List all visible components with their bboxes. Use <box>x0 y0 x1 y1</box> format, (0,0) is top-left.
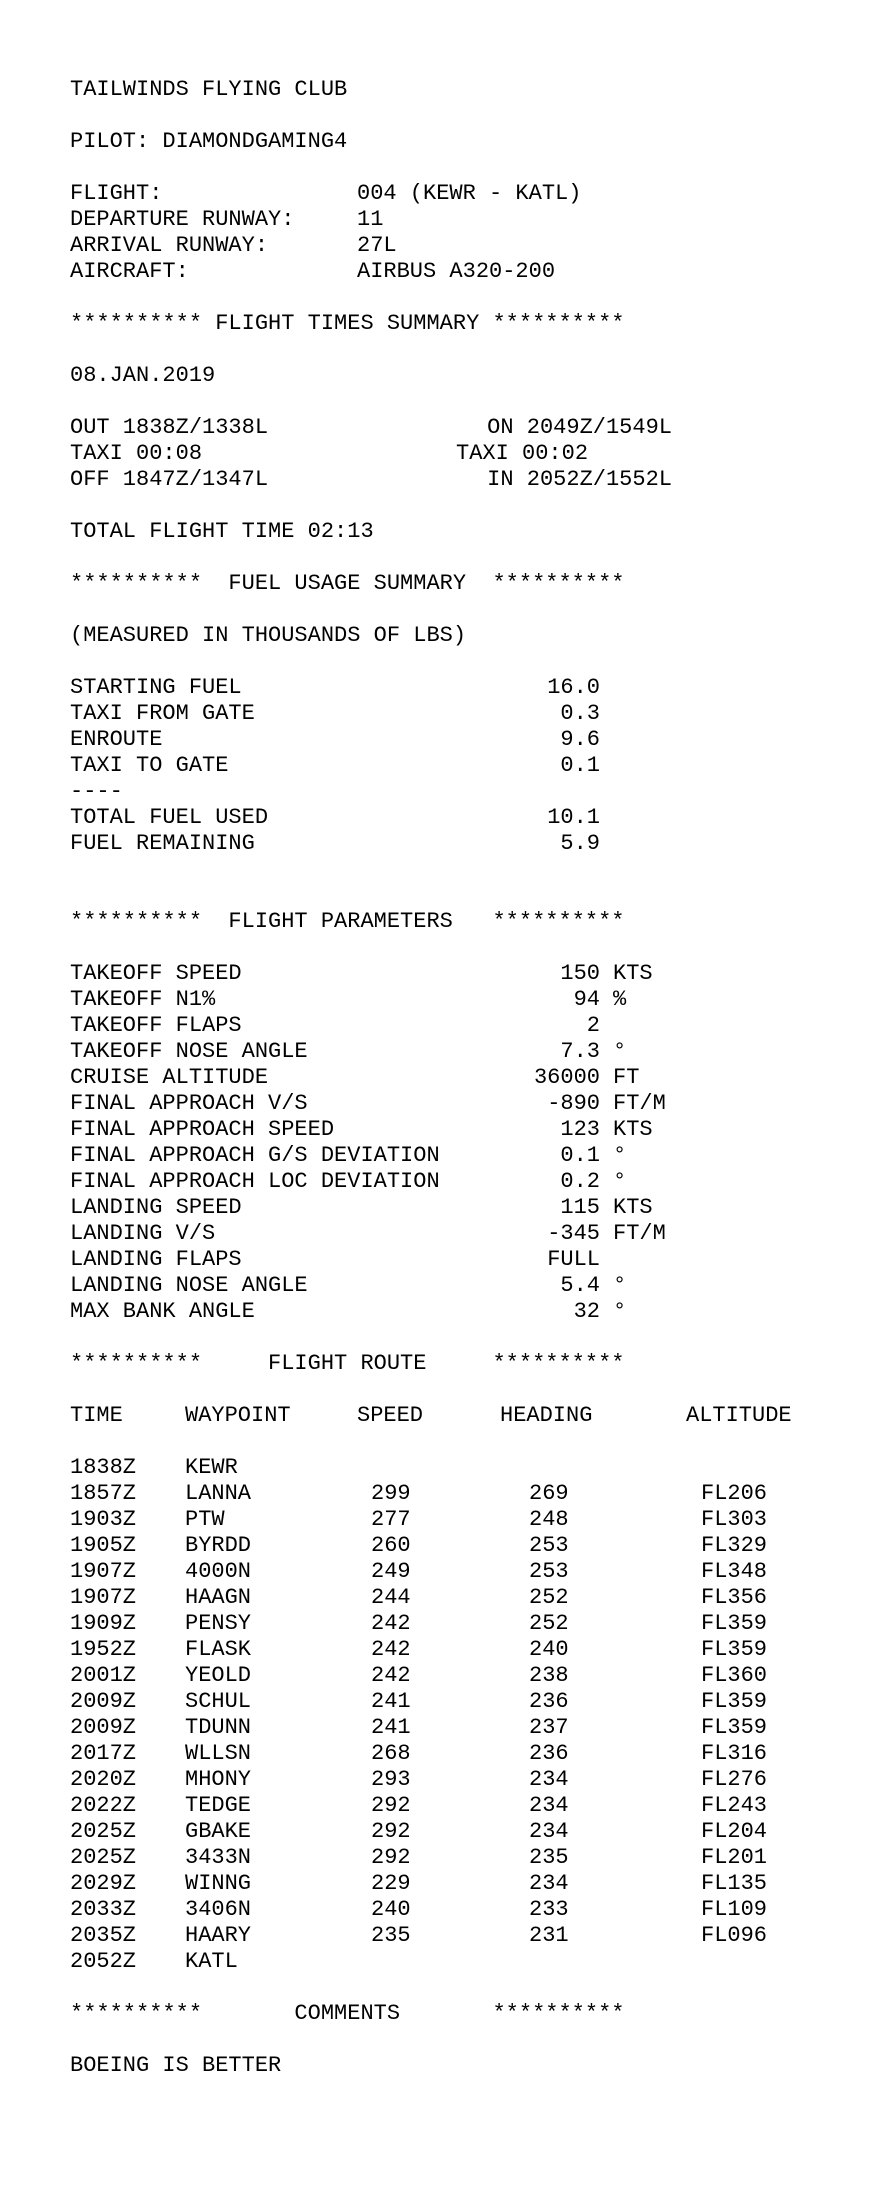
route-time: 2052Z <box>70 1949 137 1974</box>
route-heading: 248 <box>529 1507 569 1532</box>
detail-label: ARRIVAL RUNWAY: <box>70 233 269 258</box>
route-column-headers <box>70 1403 830 1429</box>
route-waypoint: TEDGE <box>185 1793 252 1818</box>
param-label: FINAL APPROACH SPEED <box>70 1117 335 1142</box>
route-time: 2033Z <box>70 1897 137 1922</box>
param-label: TAKEOFF NOSE ANGLE <box>70 1039 308 1064</box>
fuel-label: STARTING FUEL <box>70 675 242 700</box>
route-row <box>70 1637 830 1663</box>
total-flight-time: TOTAL FLIGHT TIME 02:13 <box>70 519 374 544</box>
fuel-row <box>70 675 830 701</box>
param-row <box>70 987 830 1013</box>
route-altitude: FL243 <box>701 1793 768 1818</box>
param-unit: FT/M <box>613 1091 666 1116</box>
fuel-label: TOTAL FUEL USED <box>70 805 269 830</box>
route-row <box>70 1533 830 1559</box>
flight-date: 08.JAN.2019 <box>70 363 216 388</box>
fuel-label: TAXI FROM GATE <box>70 701 255 726</box>
detail-label: DEPARTURE RUNWAY: <box>70 207 295 232</box>
route-time: 2020Z <box>70 1767 137 1792</box>
fuel-divider: ---- <box>70 779 123 804</box>
param-unit: ° <box>613 1299 627 1324</box>
param-row <box>70 1143 830 1169</box>
param-row <box>70 1039 830 1065</box>
col-altitude: ALTITUDE <box>686 1403 792 1428</box>
route-waypoint: MHONY <box>185 1767 252 1792</box>
route-heading: 238 <box>529 1663 569 1688</box>
route-speed: 242 <box>371 1611 411 1636</box>
param-label: FINAL APPROACH V/S <box>70 1091 308 1116</box>
route-waypoint: BYRDD <box>185 1533 252 1558</box>
route-waypoint: 3433N <box>185 1845 252 1870</box>
route-altitude: FL206 <box>701 1481 768 1506</box>
detail-label: FLIGHT: <box>70 181 163 206</box>
times-row <box>70 441 830 467</box>
param-value: 36000 <box>533 1065 600 1090</box>
route-row <box>70 1689 830 1715</box>
param-unit: KTS <box>613 1195 653 1220</box>
detail-row <box>70 259 830 285</box>
route-heading: 252 <box>529 1611 569 1636</box>
route-time: 1907Z <box>70 1559 137 1584</box>
fuel-heading: ********** FUEL USAGE SUMMARY ********** <box>70 571 625 596</box>
route-waypoint: WLLSN <box>185 1741 252 1766</box>
route-speed: 277 <box>371 1507 411 1532</box>
route-waypoint: WINNG <box>185 1871 252 1896</box>
detail-value: 27L <box>357 233 397 258</box>
param-label: TAKEOFF SPEED <box>70 961 242 986</box>
route-speed: 242 <box>371 1663 411 1688</box>
route-heading: ********** FLIGHT ROUTE ********** <box>70 1351 625 1376</box>
route-speed: 268 <box>371 1741 411 1766</box>
times-left: TAXI 00:08 <box>70 441 203 466</box>
route-altitude: FL359 <box>701 1689 768 1714</box>
fuel-row <box>70 753 830 779</box>
times-right: TAXI 00:02 <box>456 441 589 466</box>
fuel-value: 16.0 <box>547 675 600 700</box>
route-time: 1907Z <box>70 1585 137 1610</box>
param-label: TAKEOFF N1% <box>70 987 216 1012</box>
times-right: ON 2049Z/1549L <box>487 415 672 440</box>
comments-heading: ********** COMMENTS ********** <box>70 2001 625 2026</box>
route-speed: 244 <box>371 1585 411 1610</box>
param-row <box>70 1169 830 1195</box>
route-speed: 241 <box>371 1689 411 1714</box>
route-row <box>70 1819 830 1845</box>
route-heading: 253 <box>529 1559 569 1584</box>
times-right: IN 2052Z/1552L <box>487 467 672 492</box>
param-row <box>70 961 830 987</box>
times-row <box>70 467 830 493</box>
route-speed: 292 <box>371 1793 411 1818</box>
route-waypoint: PTW <box>185 1507 225 1532</box>
route-speed: 299 <box>371 1481 411 1506</box>
fuel-total-row <box>70 831 830 857</box>
route-altitude: FL356 <box>701 1585 768 1610</box>
route-speed: 240 <box>371 1897 411 1922</box>
route-speed: 292 <box>371 1845 411 1870</box>
param-unit: ° <box>613 1143 627 1168</box>
detail-value: 11 <box>357 207 384 232</box>
route-row <box>70 1793 830 1819</box>
param-value: 150 <box>560 961 600 986</box>
route-time: 2029Z <box>70 1871 137 1896</box>
route-altitude: FL109 <box>701 1897 768 1922</box>
route-altitude: FL204 <box>701 1819 768 1844</box>
param-label: LANDING V/S <box>70 1221 216 1246</box>
param-value: 2 <box>586 1013 600 1038</box>
param-value: 5.4 <box>560 1273 600 1298</box>
param-row <box>70 1221 830 1247</box>
params-heading: ********** FLIGHT PARAMETERS ********** <box>70 909 625 934</box>
col-time: TIME <box>70 1403 123 1428</box>
route-speed: 229 <box>371 1871 411 1896</box>
param-unit: FT <box>613 1065 640 1090</box>
param-row <box>70 1247 830 1273</box>
route-heading: 237 <box>529 1715 569 1740</box>
param-value: -890 <box>547 1091 600 1116</box>
route-altitude: FL360 <box>701 1663 768 1688</box>
route-time: 1909Z <box>70 1611 137 1636</box>
route-row <box>70 1559 830 1585</box>
detail-row <box>70 181 830 207</box>
route-time: 2017Z <box>70 1741 137 1766</box>
route-time: 1952Z <box>70 1637 137 1662</box>
route-row <box>70 1455 830 1481</box>
route-waypoint: YEOLD <box>185 1663 252 1688</box>
param-unit: % <box>613 987 627 1012</box>
fuel-value: 0.1 <box>560 753 600 778</box>
param-value: 32 <box>573 1299 600 1324</box>
route-heading: 231 <box>529 1923 569 1948</box>
col-speed: SPEED <box>357 1403 424 1428</box>
times-left: OFF 1847Z/1347L <box>70 467 269 492</box>
col-heading: HEADING <box>500 1403 593 1428</box>
param-value: 0.2 <box>560 1169 600 1194</box>
fuel-row <box>70 727 830 753</box>
route-altitude: FL359 <box>701 1611 768 1636</box>
route-time: 1905Z <box>70 1533 137 1558</box>
route-heading: 234 <box>529 1871 569 1896</box>
route-waypoint: KATL <box>185 1949 238 1974</box>
route-row <box>70 1611 830 1637</box>
detail-value: 004 (KEWR - KATL) <box>357 181 582 206</box>
route-row <box>70 1845 830 1871</box>
route-time: 1903Z <box>70 1507 137 1532</box>
route-row <box>70 1585 830 1611</box>
route-row <box>70 1923 830 1949</box>
pilot-line: PILOT: DIAMONDGAMING4 <box>70 129 348 154</box>
route-waypoint: KEWR <box>185 1455 238 1480</box>
route-heading: 252 <box>529 1585 569 1610</box>
flight-report <box>70 0 870 2206</box>
param-value: 123 <box>560 1117 600 1142</box>
param-label: FINAL APPROACH G/S DEVIATION <box>70 1143 440 1168</box>
route-heading: 253 <box>529 1533 569 1558</box>
route-altitude: FL303 <box>701 1507 768 1532</box>
route-altitude: FL359 <box>701 1715 768 1740</box>
param-unit: ° <box>613 1039 627 1064</box>
route-heading: 234 <box>529 1767 569 1792</box>
param-row <box>70 1013 830 1039</box>
route-waypoint: SCHUL <box>185 1689 252 1714</box>
param-row <box>70 1065 830 1091</box>
route-row <box>70 1481 830 1507</box>
times-heading: ********** FLIGHT TIMES SUMMARY ********** <box>70 311 625 336</box>
col-waypoint: WAYPOINT <box>185 1403 291 1428</box>
route-time: 1838Z <box>70 1455 137 1480</box>
route-heading: 233 <box>529 1897 569 1922</box>
route-row <box>70 1741 830 1767</box>
route-speed: 249 <box>371 1559 411 1584</box>
times-left: OUT 1838Z/1338L <box>70 415 269 440</box>
param-row <box>70 1117 830 1143</box>
route-heading: 269 <box>529 1481 569 1506</box>
route-time: 1857Z <box>70 1481 137 1506</box>
route-altitude: FL329 <box>701 1533 768 1558</box>
route-waypoint: HAAGN <box>185 1585 252 1610</box>
param-value: 94 <box>573 987 600 1012</box>
fuel-total-row <box>70 805 830 831</box>
param-row <box>70 1299 830 1325</box>
param-label: TAKEOFF FLAPS <box>70 1013 242 1038</box>
detail-row <box>70 233 830 259</box>
param-unit: KTS <box>613 1117 653 1142</box>
club-name: TAILWINDS FLYING CLUB <box>70 77 348 102</box>
route-waypoint: LANNA <box>185 1481 252 1506</box>
detail-value: AIRBUS A320-200 <box>357 259 556 284</box>
param-value: 115 <box>560 1195 600 1220</box>
route-row <box>70 1663 830 1689</box>
times-row <box>70 415 830 441</box>
detail-label: AIRCRAFT: <box>70 259 189 284</box>
fuel-label: TAXI TO GATE <box>70 753 229 778</box>
route-time: 2009Z <box>70 1689 137 1714</box>
route-heading: 235 <box>529 1845 569 1870</box>
route-heading: 234 <box>529 1819 569 1844</box>
route-time: 2035Z <box>70 1923 137 1948</box>
route-time: 2001Z <box>70 1663 137 1688</box>
route-time: 2025Z <box>70 1845 137 1870</box>
route-altitude: FL316 <box>701 1741 768 1766</box>
route-speed: 242 <box>371 1637 411 1662</box>
route-altitude: FL348 <box>701 1559 768 1584</box>
route-row <box>70 1767 830 1793</box>
route-altitude: FL096 <box>701 1923 768 1948</box>
route-time: 2009Z <box>70 1715 137 1740</box>
route-row <box>70 1507 830 1533</box>
route-row <box>70 1949 830 1975</box>
fuel-value: 9.6 <box>560 727 600 752</box>
route-speed: 293 <box>371 1767 411 1792</box>
fuel-row <box>70 701 830 727</box>
param-value: 7.3 <box>560 1039 600 1064</box>
route-heading: 236 <box>529 1689 569 1714</box>
route-time: 2025Z <box>70 1819 137 1844</box>
param-value: 0.1 <box>560 1143 600 1168</box>
param-row <box>70 1273 830 1299</box>
param-value: FULL <box>547 1247 600 1272</box>
route-altitude: FL276 <box>701 1767 768 1792</box>
route-altitude: FL359 <box>701 1637 768 1662</box>
param-unit: ° <box>613 1169 627 1194</box>
route-row <box>70 1871 830 1897</box>
fuel-note: (MEASURED IN THOUSANDS OF LBS) <box>70 623 467 648</box>
fuel-value: 0.3 <box>560 701 600 726</box>
param-label: LANDING NOSE ANGLE <box>70 1273 308 1298</box>
route-altitude: FL135 <box>701 1871 768 1896</box>
param-label: CRUISE ALTITUDE <box>70 1065 269 1090</box>
route-waypoint: 4000N <box>185 1559 252 1584</box>
route-row <box>70 1715 830 1741</box>
fuel-value: 5.9 <box>560 831 600 856</box>
route-speed: 260 <box>371 1533 411 1558</box>
fuel-value: 10.1 <box>547 805 600 830</box>
route-waypoint: FLASK <box>185 1637 252 1662</box>
route-waypoint: GBAKE <box>185 1819 252 1844</box>
param-label: FINAL APPROACH LOC DEVIATION <box>70 1169 440 1194</box>
route-waypoint: HAARY <box>185 1923 252 1948</box>
route-waypoint: PENSY <box>185 1611 252 1636</box>
route-waypoint: TDUNN <box>185 1715 252 1740</box>
route-speed: 241 <box>371 1715 411 1740</box>
param-row <box>70 1091 830 1117</box>
route-time: 2022Z <box>70 1793 137 1818</box>
route-heading: 234 <box>529 1793 569 1818</box>
param-label: LANDING FLAPS <box>70 1247 242 1272</box>
fuel-label: ENROUTE <box>70 727 163 752</box>
param-unit: KTS <box>613 961 653 986</box>
route-heading: 236 <box>529 1741 569 1766</box>
route-heading: 240 <box>529 1637 569 1662</box>
param-label: LANDING SPEED <box>70 1195 242 1220</box>
detail-row <box>70 207 830 233</box>
param-unit: ° <box>613 1273 627 1298</box>
route-altitude: FL201 <box>701 1845 768 1870</box>
route-waypoint: 3406N <box>185 1897 252 1922</box>
route-speed: 235 <box>371 1923 411 1948</box>
param-unit: FT/M <box>613 1221 666 1246</box>
comments-text: BOEING IS BETTER <box>70 2053 282 2078</box>
param-row <box>70 1195 830 1221</box>
param-label: MAX BANK ANGLE <box>70 1299 255 1324</box>
route-speed: 292 <box>371 1819 411 1844</box>
param-value: -345 <box>547 1221 600 1246</box>
fuel-label: FUEL REMAINING <box>70 831 255 856</box>
route-row <box>70 1897 830 1923</box>
